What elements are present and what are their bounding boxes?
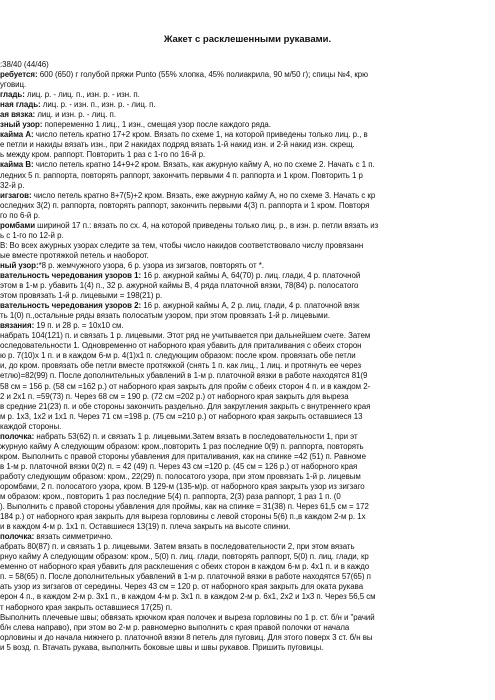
text-line bbox=[0, 592, 495, 602]
text-line bbox=[0, 331, 495, 341]
line-text: п. = 58(65) п. После дополнительных убавлений в 1-м р. платочной вязки в работе находятся 57(65) п bbox=[0, 572, 371, 582]
text-line bbox=[0, 432, 495, 442]
line-text: лиц. р. - лиц. п., изн. р. - изн. п. bbox=[24, 90, 140, 100]
line-heading: вязания: bbox=[0, 321, 35, 331]
line-text: и, до кром. провязать обе петли вместе протяжкой (снять 1 п. как лиц., 1 лиц. и протянуть ее через bbox=[0, 361, 362, 371]
line-heading: игзагов: bbox=[0, 190, 32, 200]
line-heading: ая вязка: bbox=[0, 110, 36, 120]
line-text: б/н слева направо), при этом во 2-м р. равномерно выполнить с края правой полочки от начала bbox=[0, 622, 350, 632]
text-line bbox=[0, 582, 495, 592]
line-text: оследних 3(2) п. раппорта, повторять раппорт, закончить первыми 4(3) п. раппорта и 1 кром. Повторя bbox=[0, 200, 370, 210]
line-heading: кайма А: bbox=[0, 130, 34, 140]
document-title: Жакет с расклешенными рукавами. bbox=[163, 34, 332, 45]
line-text: ть 1(0) п.,остальные ряды вязать полосатым узором, при этом провязать 1-й р. лицевыми. bbox=[0, 311, 330, 321]
line-text: ь между кром. раппорт. Повторить 1 раз с 1-го по 16-й р. bbox=[0, 150, 206, 160]
line-text: абрать 80(87) п. и связать 1 р. лицевыми. Затем вязать в последовательности 2, при этом вязать bbox=[0, 542, 355, 552]
line-text: лиц. р. - изн. п., изн. р. - лиц. п. bbox=[40, 100, 156, 110]
text-line bbox=[0, 492, 495, 502]
line-text: журную кайму А следующим образом: кром.,повторить 1 раз последние 0(9) п. раппорта, повторять bbox=[0, 441, 364, 451]
text-line bbox=[0, 613, 495, 623]
text-line bbox=[0, 311, 495, 321]
line-text: ые вместе протяжкой петель и наоборот. bbox=[0, 250, 149, 260]
text-line bbox=[0, 160, 495, 170]
line-text: 19 п. и 28 р. = 10х10 см. bbox=[34, 321, 124, 331]
line-heading: вательность чередования узоров 2: bbox=[0, 301, 142, 311]
line-heading: ный узор: bbox=[0, 260, 39, 270]
text-line bbox=[0, 643, 495, 653]
line-text: 32-й р. bbox=[0, 180, 25, 190]
line-text: число петель кратно 8+7(5)+2 кром. Вязать, еже ажурную кайму А, но по схеме 3. Начать с кр bbox=[31, 190, 376, 200]
text-line bbox=[0, 532, 495, 542]
line-text: 16 р. ажурной каймы А, 2 р. лиц. глади, 4 р. платочной вязк bbox=[141, 301, 360, 311]
line-heading: зный узор: bbox=[0, 120, 43, 130]
text-line bbox=[0, 140, 495, 150]
text-line bbox=[0, 221, 495, 231]
text-line bbox=[0, 261, 495, 271]
text-line bbox=[0, 241, 495, 251]
line-text: в 1-м р. платочной вязки 0(2) п. = 42 (49) п. Через 43 см =120 р. (45 см = 126 р.) от наборного края bbox=[0, 461, 358, 471]
text-line bbox=[0, 472, 495, 482]
line-text: 16 р. ажурной каймы А, 64(70) р. лиц. глади, 4 р. платочной bbox=[141, 270, 361, 280]
line-text: попеременно 1 лиц., 1 изн., смещая узор после каждого ряда. bbox=[42, 120, 271, 130]
line-heading: полочка: bbox=[0, 431, 35, 441]
line-text: 58 см = 156 р. (58 см =162 р.) от наборного края закрыть для пройм с обеих сторон 4 п. и в каждом 2- bbox=[0, 381, 371, 391]
text-line bbox=[0, 442, 495, 452]
line-text: рнуо кайму А следующим образом: кром., 5(0) п. лиц. глади, повторять раппорт, 5(0) п. лиц. глади, кр bbox=[0, 552, 369, 562]
text-line bbox=[0, 562, 495, 572]
line-text: работу следующим образом: кром., 22(29) п. полосатого узора, при этом провязать 1-й р. лицевым bbox=[0, 471, 361, 481]
text-line bbox=[0, 422, 495, 432]
text-line bbox=[0, 412, 495, 422]
line-text: уговиц. bbox=[0, 80, 27, 90]
text-line bbox=[0, 502, 495, 512]
text-line bbox=[0, 90, 495, 100]
text-line bbox=[0, 271, 495, 281]
line-text: 2 и 2x1 п. =59(73) п. Через 68 см = 190 р. (72 см =202 р.) от наборного края закрыть для выреза bbox=[0, 391, 349, 401]
text-line bbox=[0, 361, 495, 371]
line-text: Выполнить плечевые швы; обвязать крючком края полочек и выреза горловины по 1 р. ст. б/н и "рачий bbox=[0, 612, 375, 622]
line-text: 184 р.) от наборного края закрыть для выреза горловины с левой стороны 5(6) п.,в каждом 2-м р. 1x bbox=[0, 512, 366, 522]
line-text: е петли и накиды вязать изн., при 2 накидах подряд вязать 1-й накид изн. и 2-й накид изн. скрещ. bbox=[0, 140, 355, 150]
line-text: лиц. и изн. р. - лиц. п. bbox=[35, 110, 116, 120]
line-text: 600 (650) г голубой пряжи Punto (55% хлопка, 45% полиакрила, 90 м/50 г); спицы №4, крю bbox=[37, 70, 369, 80]
text-line bbox=[0, 371, 495, 381]
line-text: кром. Выполнить с правой стороны убавления для приталивания, как на спинке =42 (51) п. Равноме bbox=[0, 451, 366, 461]
text-line bbox=[0, 60, 495, 70]
text-line bbox=[0, 80, 495, 90]
line-text: набрать 53(62) п. и связать 1 р. лицевыми.Затем вязать в последовательности 1, при эт bbox=[34, 431, 358, 441]
text-line bbox=[0, 201, 495, 211]
line-text: оромбами, 2 п. полосатого узора, кром. В 129-м (135-м)р. от наборного края закрыть узор из зигзаго bbox=[0, 481, 365, 491]
line-text: В: Во всех ажурных узорах следите за тем, чтобы число накидов соответствовало числу провязанн bbox=[0, 240, 364, 250]
text-line bbox=[0, 150, 495, 160]
text-line bbox=[0, 231, 495, 241]
text-line bbox=[0, 512, 495, 522]
line-heading: ромбами bbox=[0, 220, 36, 230]
text-line bbox=[0, 341, 495, 351]
text-line bbox=[0, 130, 495, 140]
text-line bbox=[0, 402, 495, 412]
text-line bbox=[0, 633, 495, 643]
line-text: ледних 5 п. раппорта, повторять раппорт, закончить первыми 4 п. раппорта и 1 кром. Повторить 1 р bbox=[0, 170, 363, 180]
line-text: ). Выполнить с правой стороны убавления для проймы, как на спинке = 31(38) п. Через 61,5 см = 172 bbox=[0, 502, 369, 512]
text-line bbox=[0, 120, 495, 130]
line-text: т наборного края закрыть оставшиеся 17(25) п. bbox=[0, 602, 173, 612]
line-text: еменно от наборного края убавить для расклешения с обеих сторон в каждом 6-м р. 4x1 п. и в каждо bbox=[0, 562, 370, 572]
line-text: оследовательности 1. Одновременно от наборного края убавить для приталивания с обеих сторон bbox=[0, 341, 362, 351]
text-line bbox=[0, 301, 495, 311]
line-text: каждой стороны. bbox=[0, 421, 62, 431]
text-line bbox=[0, 623, 495, 633]
text-line bbox=[0, 191, 495, 201]
text-line bbox=[0, 542, 495, 552]
line-text: число петель кратно 17+2 кром. Вязать по схеме 1, на которой приведены только лиц. р., в bbox=[33, 130, 368, 140]
text-line bbox=[0, 522, 495, 532]
text-line bbox=[0, 110, 495, 120]
line-text: и в каждом 4-м р. 1x1 п. Оставшиеся 13(19) п. плеча закрыть на высоте спинки. bbox=[0, 522, 291, 532]
text-line bbox=[0, 382, 495, 392]
line-heading: кайма В: bbox=[0, 160, 34, 170]
text-line bbox=[0, 351, 495, 361]
line-text: ь с 1-го по 12-й р. bbox=[0, 230, 64, 240]
line-heading: гладь: bbox=[0, 90, 25, 100]
line-text: :38/40 (44/46) bbox=[0, 60, 49, 69]
line-text: этом в 1-м р. убавить 1(4) п., 32 р. ажурной каймы В, 4 ряда платочной вязки, 78(84) р. полосатого bbox=[0, 281, 359, 291]
line-text: и 5 возд. п. Втачать рукава, выполнить боковые швы и швы рукавов. Пришить пуговицы. bbox=[0, 642, 324, 652]
line-text: м р. 1x3, 1x2 и 1x1 п. Через 71 см =198 р. (75 см =210 р.) от наборного края закрыть оставшиеся 13 bbox=[0, 411, 363, 421]
line-text: етлю)=82(99) п. После дополнительных убавлений в 1-м р. платочной вязки в работе находятся 81(9 bbox=[0, 371, 368, 381]
line-heading: ребуется: bbox=[0, 70, 38, 80]
line-text: ать узор из зигзагов от середины. Через 43 см = 120 р. от наборного края закрыть для оката рукава bbox=[0, 582, 364, 592]
text-line bbox=[0, 552, 495, 562]
text-line bbox=[0, 603, 495, 613]
line-text: орловины и до начала нижнего р. платочной вязки 8 петель для пуговиц. Для этого поверх 3 ст. б/н вы bbox=[0, 632, 373, 642]
line-text: в средние 21(23) п. и обе стороны закончить раздельно. Для закругления закрыть с внутреннего края bbox=[0, 401, 371, 411]
line-text: шириной 17 п.: вязать по сх. 4, на которой приведены только лиц. р., в изн. р. петли вязать из bbox=[35, 220, 379, 230]
document-body bbox=[0, 60, 495, 653]
line-heading: вательность чередования узоров 1: bbox=[0, 270, 142, 280]
line-text: *8 р. жемчужного узора, 6 р. узора из зигзагов, повторять от *. bbox=[38, 260, 264, 270]
line-heading: ная гладь: bbox=[0, 100, 41, 110]
text-line bbox=[0, 392, 495, 402]
text-line bbox=[0, 70, 495, 80]
text-line bbox=[0, 281, 495, 291]
line-text: м образом: кром., повторить 1 раз последние 5(4) п. раппорта, 2(3) раза раппорт, 1 раз 1 п. (0 bbox=[0, 492, 341, 502]
text-line bbox=[0, 321, 495, 331]
line-text: ерон 4 п., в каждом 2-м р. 3x1 п., в каждом 4-м р. 3x1 п. в каждом 2-м р. 6x1, 2x2 и 1x3 п. Через 56,5 см bbox=[0, 592, 376, 602]
text-line bbox=[0, 291, 495, 301]
line-text: набрать 104(121) п. и связать 1 р. лицевыми. Этот ряд не учитывается при дальнейшем счете. Затем bbox=[0, 331, 371, 341]
text-line bbox=[0, 181, 495, 191]
text-line bbox=[0, 452, 495, 462]
text-line bbox=[0, 100, 495, 110]
line-text: ю р. 7(10)х 1 п. и в каждом 6-м р. 4(1)х1 п. следующим образом: после кром. провязать обе петли bbox=[0, 351, 356, 361]
line-text: вязать симметрично. bbox=[34, 532, 113, 542]
line-heading: полочка: bbox=[0, 532, 35, 542]
text-line bbox=[0, 211, 495, 221]
text-line bbox=[0, 462, 495, 472]
line-text: го по 6-й р. bbox=[0, 210, 40, 220]
line-text: этом провязать 1-й р. лицевыми = 198(21) р. bbox=[0, 291, 163, 301]
text-line bbox=[0, 251, 495, 261]
line-text: число петель кратно 14+9+2 кром. Вязать, как ажурную кайму А, но по схеме 2. Начать с 1 п. bbox=[33, 160, 375, 170]
text-line bbox=[0, 572, 495, 582]
text-line bbox=[0, 171, 495, 181]
text-line bbox=[0, 482, 495, 492]
